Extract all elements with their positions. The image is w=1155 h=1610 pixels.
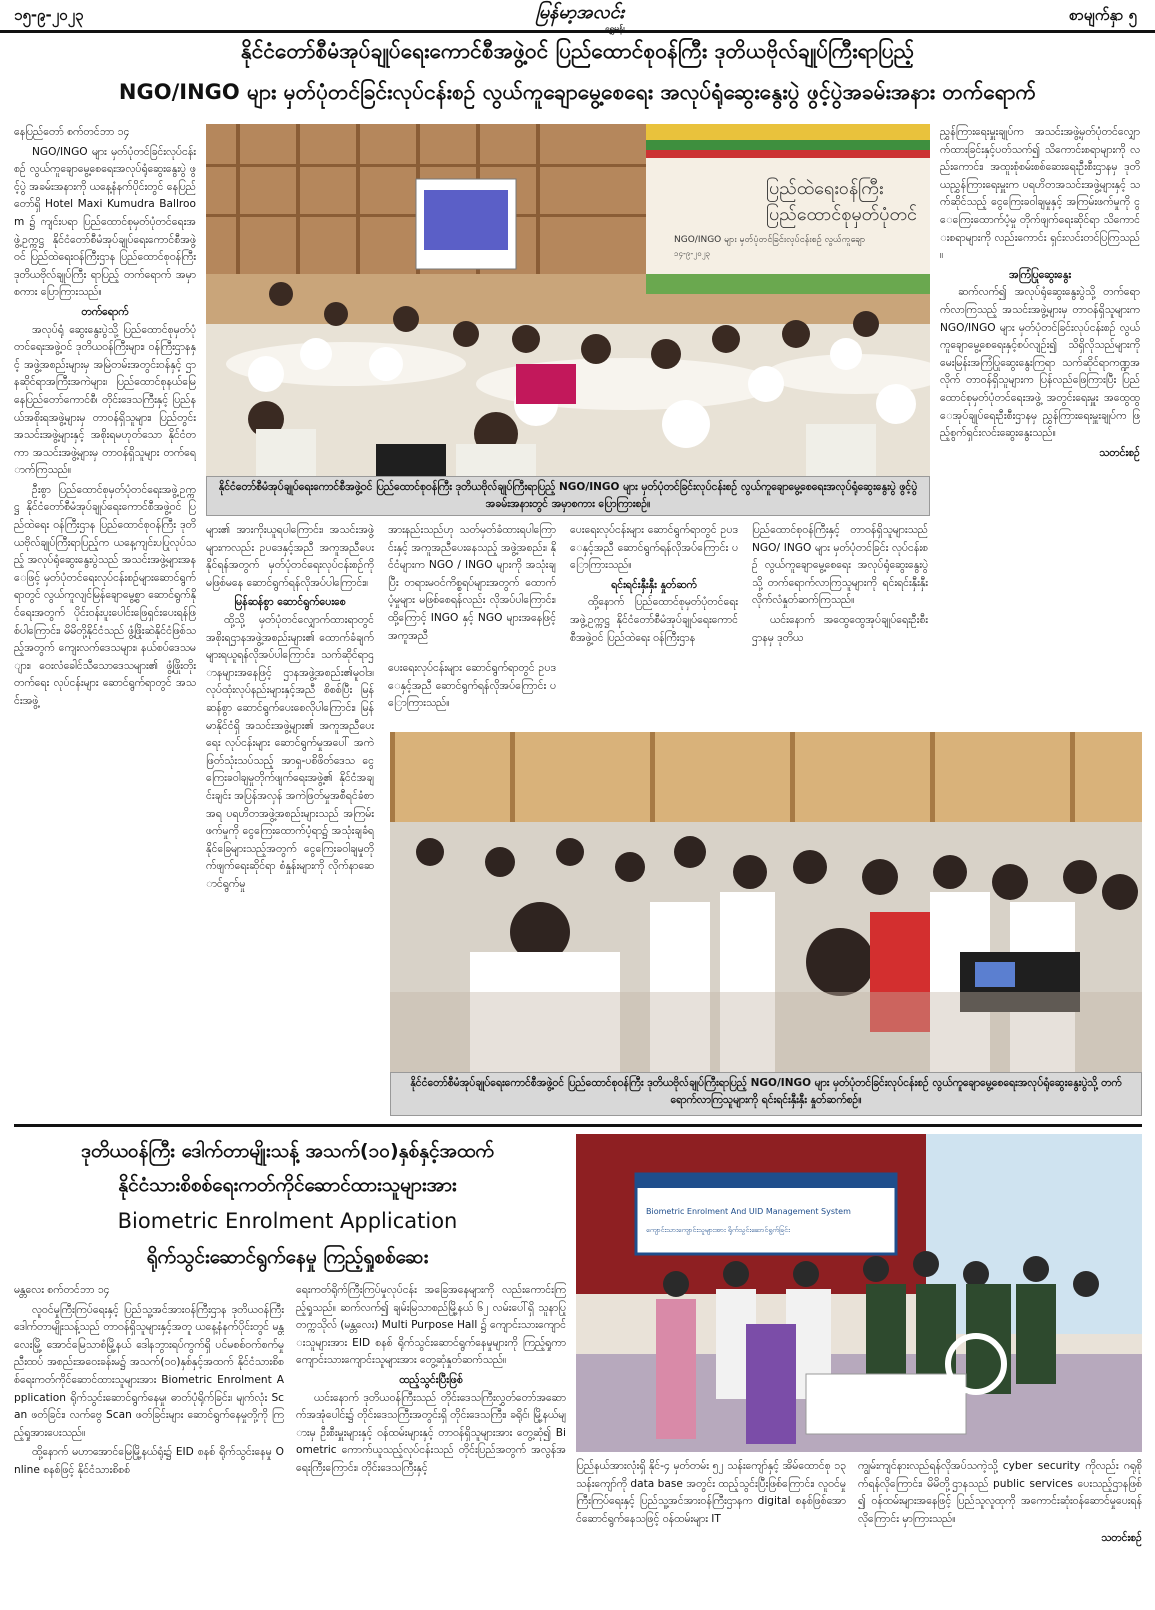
bottom-headline-2: နိုင်ငံသားစိစစ်ရေးကတ်ကိုင်ဆောင်ထားသူများအား (118, 1174, 457, 1196)
paragraph: လူဝင်မှုကြီးကြပ်ရေးနှင့် ပြည်သူ့အင်အားဝန်ကြီးဌာန ဒုတိယဝန်ကြီး ဒေါက်တာမျိုးသန့်သည် တာဝန်ရှိသူများနှင့်အတူ ယနေ့နံနက်ပိုင်းတွင် မန္တလေးမြို့ အောင်မြေသာစံမြို့နယ် ဒေါနဘွားရပ်ကွက်ရှိ ပင်မစစ်ဝက်စက်မှုညီးထပ် အစည်းအဝေးခန်းမ၌ အသက်(၁၀)နှစ်နှင့်အထက် နိုင်ငံသားစိစစ်ရေးကတ်ကိုင်ဆောင်ထားသူများအား Biometric Enrolment Application ရိုက်သွင်းဆောင်ရွက်နေမှု၊ ဓာတ်ပုံရိုက်ခြင်း၊ မျက်လုံး Scan ဖတ်ခြင်း၊ လက်ဗွေ Scan ဖတ်ခြင်းများ ဆောင်ရွက်နေမှုတို့ကို ကြည့်ရှုအားပေးသည်။ (14, 1303, 284, 1439)
conference-photo-1-image (206, 124, 930, 486)
masthead-title: မြန်မာ့အလင်း (535, 2, 625, 23)
photo-1-caption: နိုင်ငံတော်စီမံအုပ်ချုပ်ရေးကောင်စီအဖွဲ့ဝင် ပြည်ထောင်စုဝန်ကြီး ဒုတိယဗိုလ်ချုပ်ကြီးရာပြည့် NGO/INGO များ မှတ်ပုံတင်ခြင်းလုပ်ငန်းစဉ် လွယ်ကူချောမွေ့စေရေးအလုပ်ရုံဆွေးနွေးပွဲ ဖွင့်ပွဲအခမ်းအနားတွင် အမှာစကား ပြောကြားစဉ်။ (206, 476, 930, 516)
banner-text-en: Biometric Enrolment And UID Management System (646, 1207, 851, 1216)
paragraph: NGO/INGO များ မှတ်ပုံတင်ခြင်းလုပ်ငန်းစဉ် လွယ်ကူချောမွေ့စေရေးအလုပ်ရုံဆွေးနွေးပွဲ ဖွင့်ပွဲ အခမ်းအနားကို ယနေ့နံနက်ပိုင်းတွင် နေပြည်တော်ရှိ Hotel Maxi Kumudra Ballroom ၌ ကျင်းပရာ ပြည်ထောင်စုမှတ်ပုံတင်ရေးအဖွဲ့ဥက္ကဋ္ဌ နိုင်ငံတော်စီမံအုပ်ချုပ်ရေးကောင်စီအဖွဲ့ဝင် ပြည်ထဲရေးဝန်ကြီးဌာန ပြည်ထောင်စုဝန်ကြီး ဒုတိယဗိုလ်ချုပ်ကြီး ရာပြည့် တက်ရောက် အမှာစကား ပြောကြားသည်။ (14, 145, 196, 299)
subheading: ထည့်သွင်းပြီးဖြစ် (399, 1373, 463, 1386)
paragraph: ယင်းနောက် အထွေထွေအုပ်ချုပ်ရေးဦးစီးဌာနမှ ဒုတိယ (752, 613, 928, 644)
paragraph: အလုပ်ရုံ ဆွေးနွေးပွဲသို့ ပြည်ထောင်စုမှတ်ပုံတင်ရေးအဖွဲ့ဝင် ဒုတိယဝန်ကြီးများ၊ ဝန်ကြီးဌာနနှင့် အဖွဲ့အစည်းများမှ အမြဲတမ်းအတွင်းဝန်နှင့် ဌာနဆိုင်ရာအကြီးအကဲများ၊ ပြည်ထောင်စုနယ်မြေ နေပြည်တော်ကောင်စီ၊ တိုင်းဒေသကြီးနှင့် ပြည်နယ်အစိုးရအဖွဲ့များမှ တာဝန်ရှိသူများ၊ ပြည်တွင်းအသင်းအဖွဲ့များနှင့် အစိုးရမဟုတ်သော နိုင်ငံတကာ အသင်းအဖွဲ့များမှ တာဝန်ရှိသူများ တက်ရောက်ကြသည်။ (14, 323, 196, 477)
spacer (14, 1110, 15, 1111)
section-divider (14, 1124, 1142, 1127)
paragraph: ပြည်နယ်အားလုံးရှိ နိုင်-၄ မှတ်တမ်း ၅၂ သန်းကျော်နှင့် အိမ်ထောင်စု ၁၃ သန်းကျော်ကို data base အတွင်း ထည့်သွင်းပြီးဖြစ်ကြောင်း၊ လူဝင်မှုကြီးကြပ်ရေးနှင့် ပြည်သူ့အင်အားဝန်ကြီးဌာနက digital စနစ်ဖြစ်အောင်ဆောင်ရွက်နေသဖြင့် ဝန်ထမ်းများ IT (576, 1460, 846, 1525)
bottom-article-column-2 (296, 1282, 566, 1604)
paragraph: ဦးစွာ ပြည်ထောင်စုမှတ်ပုံတင်ရေးအဖွဲ့ဥက္ကဋ္ဌ နိုင်ငံတော်စီမံအုပ်ချုပ်ရေးကောင်စီအဖွဲ့ဝင် ပြည်ထဲရေး ဝန်ကြီးဌာန ပြည်ထောင်စုဝန်ကြီး ဒုတိယဗိုလ်ချုပ်ကြီးရာပြည့်က ယနေ့ကျင်းပပြုလုပ်သည့် အလုပ်ရုံဆွေးနွေးပွဲသည် အသင်းအဖွဲ့များအနေဖြင့် မှတ်ပုံတင်ရေးလုပ်ငန်းစဉ်များဆောင်ရွက်ရာတွင် လွယ်ကူလျင်မြန်ချောမွေ့စွာ ဆောင်ရွက်နိုင်ရေးအတွက် ပိုင်းဝန်းပူးပေါင်းဖြေရှင်းပေးရန်ဖြစ်ပါကြောင်း၊ မိမိတို့နိုင်ငံသည် ဖွံ့ဖြိုးဆဲနိုင်ငံဖြစ်သည့်အတွက် ကျေးလက်ဒေသများ၊ နယ်စပ်ဒေသများ၊ ဝေးလံခေါင်သီသောဒေသများ၏ ဖွံ့ဖြိုးတိုးတက်ရေး လုပ်ငန်းများ ဆောင်ရွက်ရာတွင် အသင်းအဖွဲ့ (14, 483, 196, 707)
byline: သတင်းစဉ် (1101, 1532, 1142, 1545)
top-article-column-3-continued (388, 660, 556, 720)
bottom-article-column-3 (576, 1458, 846, 1604)
paragraph: ယင်းနောက် ဒုတိယဝန်ကြီးသည် တိုင်းဒေသကြီးလွှတ်တော်အဆောက်အအုံပေါင်း၌ တိုင်းဒေသကြီးအတွင်းရှိ တိုင်းဒေသကြီး၊ ခရိုင်၊ မြို့နယ်များမှ ဦးစီးမှူးများနှင့် ဝန်ထမ်းများနှင့် တာဝန်ရှိသူများအား တွေ့ဆုံ၍ Biometric ကောက်ယူသည့်လုပ်ငန်းသည် တိုင်းပြည်အတွက် အလွန်အရေးကြီးကြောင်း၊ တိုင်းဒေသကြီးနှင့် (296, 1391, 566, 1474)
banner-text-2: ပြည်ထောင်စုမှတ်ပုံတင် (766, 204, 917, 225)
dateline: မန္တလေး စက်တင်ဘာ ၁၄ (14, 1284, 110, 1296)
page-number: စာမျက်နှာ ၅ (1069, 6, 1137, 24)
conference-photo-2-image (390, 732, 1142, 1072)
top-article-column-6 (940, 124, 1140, 724)
banner-text-1: ပြည်ထဲရေးဝန်ကြီး (766, 178, 884, 199)
bottom-article-column-4 (858, 1458, 1142, 1604)
bottom-headline-1: ဒုတိယဝန်ကြီး ဒေါက်တာမျိုးသန့် အသက်(၁၀)နှစ်နှင့်အထက် (81, 1140, 494, 1162)
banner-date: ၁၄-၉-၂၀၂၃ (674, 249, 711, 258)
banner-text-3: NGO/INGO များ မှတ်ပုံတင်ခြင်းလုပ်ငန်းစဉ် လွယ်ကူချော (674, 235, 866, 245)
paragraph: ညွှန်ကြားရေးမှူးချုပ်က အသင်းအဖွဲ့မှတ်ပုံတင်လျှောက်ထားခြင်းနှင့်ပတ်သက်၍ သိကောင်းစရာများကို လည်းကောင်း၊ အထူးစုံစမ်းစစ်ဆေးရေးဦးစီးဌာနမှ ဒုတိယညွှန်ကြားရေးမှူးက ပရဟိတအသင်းအဖွဲ့များနှင့် သက်ဆိုင်သည့် ငွေကြေးခဝါချမှုနှင့် အကြမ်းဖက်မှုကို ငွေကြေးထောက်ပံ့မှု တိုက်ဖျက်ရေးဆိုင်ရာ သိကောင်းစရာများကို လည်းကောင်း ရှင်းလင်းတင်ပြကြသည်။ (940, 126, 1140, 262)
paragraph: ထို့နောက် ပြည်ထောင်စုမှတ်ပုံတင်ရေးအဖွဲ့ဥက္ကဋ္ဌ နိုင်ငံတော်စီမံအုပ်ချုပ်ရေးကောင်စီအဖွဲ့ဝင် ပြည်ထဲရေး ဝန်ကြီးဌာန (570, 596, 738, 644)
top-headline-1: နိုင်ငံတော်စီမံအုပ်ချုပ်ရေးကောင်စီအဖွဲ့ဝင် ပြည်ထောင်စုဝန်ကြီး ဒုတိယဗိုလ်ချုပ်ကြီးရာပြည့် (240, 39, 915, 63)
banner-text-mm: ကျောင်းသားကျောင်းသူများအား ရိုက်သွင်းဆောင်ရွက်ခြင်း (646, 1226, 790, 1234)
conference-photo-2 (390, 732, 1142, 1072)
enrolment-photo-image (576, 1134, 1142, 1452)
paragraph: ပေးရေးလုပ်ငန်းများ ဆောင်ရွက်ရာတွင် ဥပဒေနှင့်အညီ ဆောင်ရွက်ရန်လိုအပ်ကြောင်း ပြောကြားသည်။ (570, 524, 738, 572)
top-article-column-5 (752, 522, 928, 722)
page-header (0, 0, 1155, 33)
bottom-headline-3: Biometric Enrolment Application (117, 1209, 458, 1233)
subheading: ရင်းရင်းနှီးနှီး နှုတ်ဆက် (611, 578, 697, 591)
issue-date: ၁၅-၉-၂၀၂၃ (14, 6, 84, 24)
subheading: မြန်ဆန်စွာ ဆောင်ရွက်ပေးစေ (234, 596, 346, 609)
subheading: တက်ရောက် (81, 305, 129, 318)
dateline: နေပြည်တော် စက်တင်ဘာ ၁၄ (14, 126, 130, 138)
masthead (500, 0, 660, 35)
masthead-subtitle: ရွှေမန်း (605, 24, 625, 33)
subheading: အကြံပြုဆွေးနွေး (1008, 268, 1072, 281)
enrolment-photo (576, 1134, 1142, 1452)
top-article-column-1 (14, 124, 196, 1119)
conference-photo-1 (206, 124, 930, 486)
byline: သတင်းစဉ် (1099, 446, 1140, 459)
paragraph: ထို့သို့ မှတ်ပုံတင်လျှောက်ထားရာတွင် အစိုးရဌာနအဖွဲ့အစည်းများ၏ ထောက်ခံချက်များရယူရန်လိုအပ်ပါကြောင်း၊ သက်ဆိုင်ရာဌာနများအနေဖြင့် ဌာနအဖွဲ့အစည်း၏မူဝါဒ၊ လုပ်ထုံးလုပ်နည်းများနှင့်အညီ စိစစ်ပြီး မြန်ဆန်စွာ ဆောင်ရွက်ပေးစေလိုပါကြောင်း၊ မြန်မာနိုင်ငံရှိ အသင်းအဖွဲ့များ၏ အကူအညီပေးရေး လုပ်ငန်းများ ဆောင်ရွက်မှုအပေါ် အကဲဖြတ်သုံးသပ်သည့် အာရှ-ပစိဖိတ်ဒေသ ငွေကြေးခဝါချမှုတိုက်ဖျက်ရေးအဖွဲ့၏ နိုင်ငံအချင်းချင်း အပြန်အလှန် အကဲဖြတ်မှုအစီရင်ခံစာအရ ပရဟိတအဖွဲ့အစည်းများသည် အကြမ်းဖက်မှုကို ငွေကြေးထောက်ပံ့ရာ၌ အသုံးချခံရနိုင်ခြေများသည့်အတွက် ငွေကြေးခဝါချမှုတိုက်ဖျက်ရေးဆိုင်ရာ စံနှုန်းများကို လိုက်နာဆောင်ရွက်မှု (206, 613, 374, 890)
bottom-headline-4: ရိုက်သွင်းဆောင်ရွက်နေမှု ကြည့်ရှုစစ်ဆေး (146, 1246, 429, 1268)
paragraph: ရေးကတ်ရိုက်ကြီးကြပ်မှုလုပ်ငန်း အခြေအနေများကို လည်းကောင်းကြည့်ရှုသည်။ ဆက်လက်၍ ချမ်းမြသာစည်မြို့နယ် ၆၂ လမ်းပေါ်ရှိ သူနာပြုတက္ကသိုလ် (မန္တလေး) Multi Purpose Hall ၌ ကျောင်းသားကျောင်းသူများအား EID စနစ် ရိုက်သွင်းဆောင်ရွက်နေမှုများကို ကြည့်ရှုကာ ကျောင်းသားကျောင်းသူများအား တွေ့ဆုံနှုတ်ဆက်သည်။ (296, 1284, 566, 1367)
paragraph: များ၏ အားကိုးယူရပါကြောင်း၊ အသင်းအဖွဲ့များကလည်း ဥပဒေနှင့်အညီ အကူအညီပေးနိုင်ရန်အတွက် မှတ်ပုံတင်ရေးလုပ်ငန်းစဉ်ကို မဖြစ်မနေ ဆောင်ရွက်ရန်လိုအပ်ပါကြောင်း။ (206, 524, 374, 589)
paragraph: ပေးရေးလုပ်ငန်းများ ဆောင်ရွက်ရာတွင် ဥပဒေနှင့်အညီ ဆောင်ရွက်ရန်လိုအပ်ကြောင်း ပြောကြားသည်။ (388, 662, 556, 710)
paragraph: ထို့နောက် မဟာအောင်မြေမြို့နယ်ရုံး၌ EID စနစ် ရိုက်သွင်းနေမှု Online စနစ်ဖြင့် နိုင်ငံသားစိစစ် (14, 1446, 284, 1476)
paragraph: အားနည်းသည်ဟု သတ်မှတ်ခံထားရပါကြောင်းနှင့် အကူအညီပေးနေသည့် အဖွဲ့အစည်း၊ နိုင်ငံများက NGO / INGO များကို အသုံးချပြီး တရားမဝင်ကိစ္စရပ်များအတွက် ထောက်ပံ့မှုများ မဖြစ်စေရန်လည်း လိုအပ်ပါကြောင်း၊ ထို့ကြောင့် INGO နှင့် NGO များအနေဖြင့် အကူအညီ (388, 524, 556, 642)
bottom-article-column-1 (14, 1282, 284, 1604)
photo-2-caption: နိုင်ငံတော်စီမံအုပ်ချုပ်ရေးကောင်စီအဖွဲ့ဝင် ပြည်ထောင်စုဝန်ကြီး ဒုတိယဗိုလ်ချုပ်ကြီးရာပြည့် NGO/INGO များ မှတ်ပုံတင်ခြင်းလုပ်ငန်းစဉ် လွယ်ကူချောမွေ့စေရေးအလုပ်ရုံဆွေးနွေးပွဲသို့ တက်ရောက်လာကြသူများကို ရင်းရင်းနှီးနှီး နှုတ်ဆက်စဉ်။ (390, 1072, 1142, 1116)
paragraph: ကျွမ်းကျင်နားလည်ရန်လိုအပ်သကဲ့သို့ cyber security ကိုလည်း ဂရုစိုက်ရန်လိုကြောင်း၊ မိမိတို့ဌာနသည် public services ပေးသည့်ဌာနဖြစ်၍ ဝန်ထမ်းများအနေဖြင့် ပြည်သူလူထုကို အကောင်းဆုံးဝန်ဆောင်မှုပေးရန်လိုကြောင်း မှာကြားသည်။ (858, 1460, 1142, 1525)
top-article-column-2 (206, 522, 374, 1118)
paragraph: ပြည်ထောင်စုဝန်ကြီးနှင့် တာဝန်ရှိသူများသည် NGO/ INGO များ မှတ်ပုံတင်ခြင်း လုပ်ငန်းစဉ် လွယ်ကူချောမွေ့စေရေး အလုပ်ရုံဆွေးနွေးပွဲသို့ တက်ရောက်လာကြသူများကို ရင်းရင်းနှီးနှီး လိုက်လံနှုတ်ဆက်ကြသည်။ (752, 524, 928, 607)
top-article-column-4 (570, 522, 738, 722)
top-headline-2: NGO/INGO များ မှတ်ပုံတင်ခြင်းလုပ်ငန်းစဉ် လွယ်ကူချောမွေ့စေရေး အလုပ်ရုံဆွေးနွေးပွဲ ဖွင့်ပွဲအခမ်းအနား တက်ရောက် (118, 80, 1037, 104)
paragraph: ဆက်လက်၍ အလုပ်ရုံဆွေးနွေးပွဲသို့ တက်ရောက်လာကြသည့် အသင်းအဖွဲ့များမှ တာဝန်ရှိသူများက NGO/INGO များ မှတ်ပုံတင်ခြင်းလုပ်ငန်းစဉ် လွယ်ကူချောမွေ့စေရေးနှင့်စပ်လျဉ်း၍ သိရှိလိုသည်များကို မေးမြန်းအကြံပြုဆွေးနွေးကြရာ သက်ဆိုင်ရာကဏ္ဍအလိုက် တာဝန်ရှိသူများက ပြန်လည်ဖြေကြားပြီး ပြည်ထောင်စုမှတ်ပုံတင်ရေးအဖွဲ့ အတွင်းရေးမှူး အထွေထွေအုပ်ချုပ်ရေးဦးစီးဌာနမှ ညွှန်ကြားရေးမှူးချုပ်က ဖြည့်စွက်ရှင်းလင်းဆွေးနွေးသည်။ (940, 286, 1140, 440)
